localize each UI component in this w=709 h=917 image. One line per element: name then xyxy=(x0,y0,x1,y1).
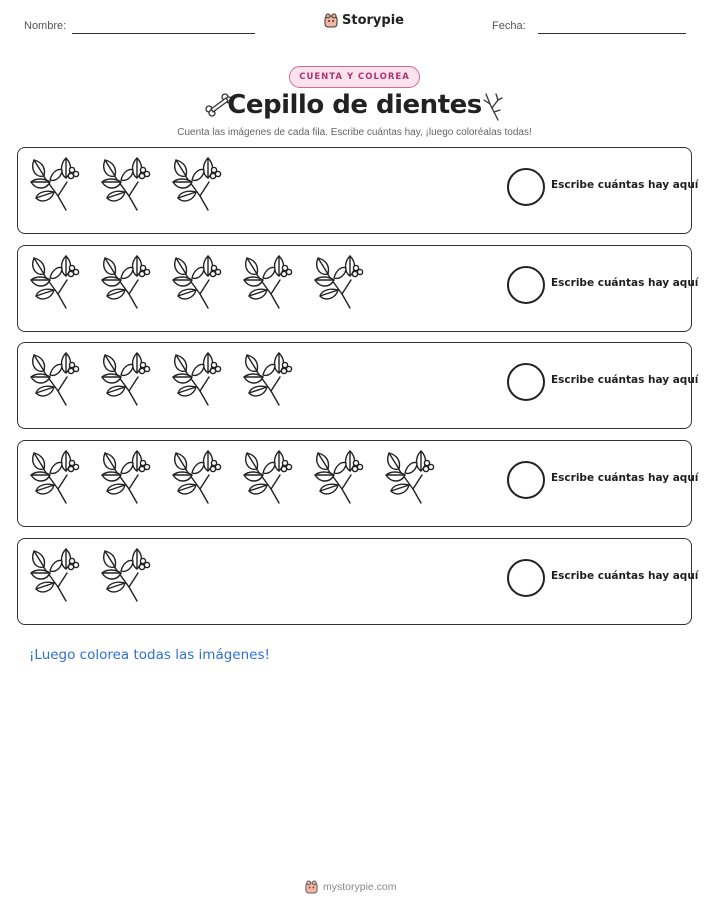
twig-with-leaves-icon[interactable] xyxy=(312,254,366,312)
brand-logo xyxy=(324,13,404,28)
count-row-1 xyxy=(17,147,699,234)
twig-with-leaves-icon[interactable] xyxy=(383,449,437,507)
brand-name: Storypie xyxy=(342,13,404,28)
twig-with-leaves-icon[interactable] xyxy=(312,449,366,507)
twig-with-leaves-icon[interactable] xyxy=(99,547,153,605)
twig-icon xyxy=(478,90,504,122)
name-label: Nombre: xyxy=(24,20,67,32)
instructions: Cuenta las imágenes de cada fila. Escribe cuántas hay, ¡luego coloréalas todas! xyxy=(177,127,532,138)
answer-prompt: Escribe cuántas hay aquí xyxy=(551,374,699,386)
twig-with-leaves-icon[interactable] xyxy=(28,254,82,312)
answer-prompt: Escribe cuántas hay aquí xyxy=(551,179,699,191)
twig-with-leaves-icon[interactable] xyxy=(99,156,153,214)
twig-with-leaves-icon[interactable] xyxy=(170,156,224,214)
twig-with-leaves-icon[interactable] xyxy=(99,351,153,409)
twig-with-leaves-icon[interactable] xyxy=(241,254,295,312)
twig-with-leaves-icon[interactable] xyxy=(170,449,224,507)
page-title: Cepillo de dientes xyxy=(227,90,482,120)
icons-row xyxy=(28,547,153,605)
storypie-mascot-icon xyxy=(305,880,318,894)
twig-with-leaves-icon[interactable] xyxy=(170,254,224,312)
storypie-mascot-icon xyxy=(324,13,338,28)
site-footer xyxy=(305,880,397,894)
twig-with-leaves-icon[interactable] xyxy=(99,254,153,312)
twig-with-leaves-icon[interactable] xyxy=(28,449,82,507)
icons-row xyxy=(28,156,224,214)
icons-row xyxy=(28,449,437,507)
activity-badge: CUENTA Y COLOREA xyxy=(289,66,420,88)
coloring-note: ¡Luego colorea todas las imágenes! xyxy=(29,647,270,663)
twig-with-leaves-icon[interactable] xyxy=(170,351,224,409)
count-row-2 xyxy=(17,245,699,332)
answer-circle[interactable] xyxy=(507,363,545,401)
icons-row xyxy=(28,254,366,312)
answer-circle[interactable] xyxy=(507,168,545,206)
twig-with-leaves-icon[interactable] xyxy=(241,449,295,507)
answer-prompt: Escribe cuántas hay aquí xyxy=(551,277,699,289)
answer-circle[interactable] xyxy=(507,559,545,597)
twig-with-leaves-icon[interactable] xyxy=(241,351,295,409)
twig-with-leaves-icon[interactable] xyxy=(28,547,82,605)
answer-circle[interactable] xyxy=(507,266,545,304)
twig-with-leaves-icon[interactable] xyxy=(28,351,82,409)
answer-prompt: Escribe cuántas hay aquí xyxy=(551,570,699,582)
count-row-5 xyxy=(17,538,699,625)
answer-prompt: Escribe cuántas hay aquí xyxy=(551,472,699,484)
count-row-4 xyxy=(17,440,699,527)
twig-with-leaves-icon[interactable] xyxy=(99,449,153,507)
date-label: Fecha: xyxy=(492,20,526,32)
name-line[interactable] xyxy=(72,33,255,34)
count-row-3 xyxy=(17,342,699,429)
icons-row xyxy=(28,351,295,409)
date-line[interactable] xyxy=(538,33,686,34)
site-url: mystorypie.com xyxy=(323,881,397,893)
twig-with-leaves-icon[interactable] xyxy=(28,156,82,214)
answer-circle[interactable] xyxy=(507,461,545,499)
